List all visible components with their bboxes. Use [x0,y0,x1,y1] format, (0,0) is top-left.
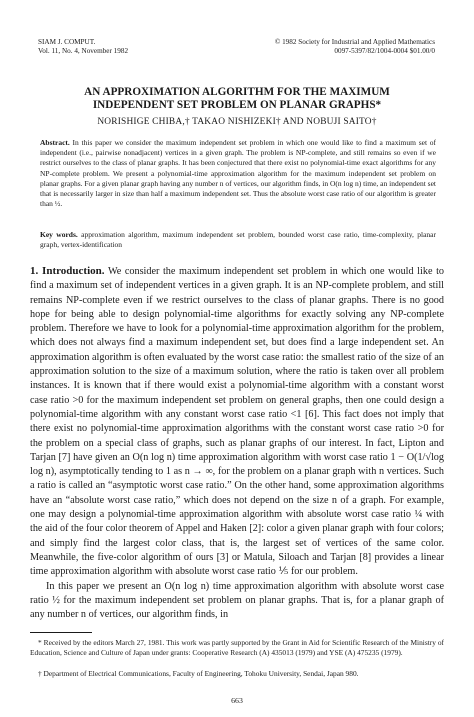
introduction-section [30,264,444,622]
footnote-received: * Received by the editors March 27, 1981. This work was partly supported by the Grant in Aid for Scientific Research of the Ministry of Education, Science and Culture of Japan under grants: Cooperative Research (A) 435013 (1979) and YSE (A) 475235 (1979). [30,638,444,657]
abstract-label: Abstract. [40,138,70,147]
intro-paragraph-1 [30,264,444,580]
intro-paragraph-2: In this paper we present an O(n log n) time approximation algorithm with absolute worst case ratio ½ for the maximum independent set problem on planar graphs. That is, for a planar graph of any number n of vertices, our algorithm finds, in [30,580,444,621]
article-code: 0097-5397/82/1004-0004 $01.00/0 [334,47,435,55]
section-heading: 1. Introduction. [30,265,105,277]
author-list: NORISHIGE CHIBA,† TAKAO NISHIZEKI† AND NOBUJI SAITO† [97,117,377,127]
copyright-header [275,38,435,56]
page-number: 663 [231,696,243,705]
keywords-label: Key words. [40,230,78,239]
journal-header [38,38,128,56]
intro-paragraph-1-text: We consider the maximum independent set problem in which one would like to find a maximum set of independent vertices in a given graph. It is an NP-complete problem, and still remains NP-complete even if we restrict ourselves to the class of planar graphs. There is no good hope for being able to design polynomial-time algorithms for exactly solving any NP-complete problem. Therefore we have to look for a polynomial-time approximation algorithm for the problem, which does not always find a maximum independent set, but does find a large independent set. An approximation algorithm is often evaluated by the worst case ratio: the smallest ratio of the size of an approximation solution to the size of a maximum solution, where the ratio is taken over all problem instances. It is known that if there would exist a polynomial-time algorithm with a constant worst case ratio >0 for the maximum independent set problem on general graphs, then one could design a polynomial-time algorithm with any constant worst case ratio <1 [6]. This fact does not imply that there exist no polynomial-time approximation algorithms with the constant worst case ratio >0 for the problem on a special class of graphs, such as planar graphs of our interest. In fact, Lipton and Tarjan [7] have given an O(n log n) time approximation algorithm with worst case ratio 1 − O(1/√log log n), asymptotically tending to 1 as n → ∞, for the problem on a planar graph with n vertices. Such a ratio is called an “asymptotic worst case ratio.” On the other hand, some approximation algorithms have an “absolute worst case ratio,” which does not depend on the size n of a graph. For example, one may design a polynomial-time approximation algorithm with absolute worst case ratio ¼ with the aid of the four color theorem of Appel and Haken [2]: color a given planar graph with four colors; and simply find the largest color class, that is, the largest set of vertices of the same color. Meanwhile, the five-color algorithm of ours [3] or Matula, Siloach and Tarjan [8] provides a linear time approximation algorithm with absolute worst case ratio ⅕ for our problem. [30,266,444,578]
copyright-notice: © 1982 Society for Industrial and Applied Mathematics [274,38,435,46]
abstract [40,138,436,209]
footnote-divider [30,632,92,633]
paper-title [30,86,444,112]
title-line-2: INDEPENDENT SET PROBLEM ON PLANAR GRAPHS* [92,99,382,111]
footnote-affiliation: † Department of Electrical Communications, Faculty of Engineering, Tohoku University, Sendai, Japan 980. [38,669,359,678]
journal-name: SIAM J. COMPUT. [38,38,96,46]
title-line-1: AN APPROXIMATION ALGORITHM FOR THE MAXIMUM [84,86,390,98]
abstract-text: In this paper we consider the maximum independent set problem in which one would like to find a maximum set of independent (i.e., pairwise nonadjacent) vertices in a given graph. The problem is NP-complete, and still remains so even if we restrict ourselves to the class of planar graphs. It has been conjectured that there exist no polynomial-time exact algorithms for any NP-complete problem. We present a polynomial-time approximation algorithm for the maximum independent set problem on planar graphs. For a given planar graph having any number n of vertices, our algorithm finds, in O(n log n) time, an independent set that is necessarily larger in size than half a maximum independent set. Thus the absolute worst case ratio of our algorithm is greater than ½. [40,138,437,209]
journal-volume: Vol. 11, No. 4, November 1982 [38,47,129,55]
keywords [40,230,436,250]
keywords-text: approximation algorithm, maximum independent set problem, bounded worst case ratio, time-complexity, planar graph, vertex-identification [40,230,436,250]
